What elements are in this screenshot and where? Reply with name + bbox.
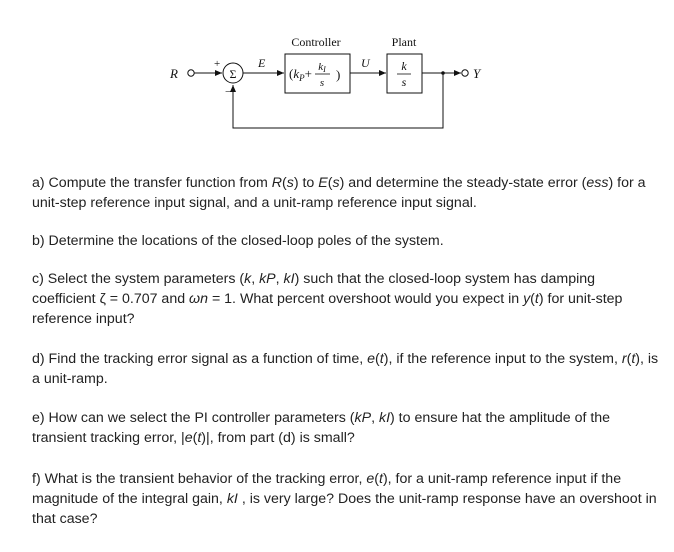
question-c: c) Select the system parameters (k, kP, kI) such that the closed-loop system has damping coefficient ζ = 0.707 and ωn = 1. What percent overshoot would you expect in y(t) for unit-step reference input?	[32, 271, 623, 327]
controller-close-paren: )	[336, 67, 341, 82]
input-label: R	[170, 66, 178, 81]
plus-sign: +	[214, 58, 221, 70]
block-diagram	[0, 0, 674, 140]
input-node	[188, 70, 194, 76]
plant-label: Plant	[391, 35, 417, 49]
question-f: f) What is the transient behavior of the tracking error, e(t), for a unit-ramp reference input if the magnitude of the integral gain, kI , is very large? Does the unit-ramp response have an overshoot in that case?	[32, 471, 657, 527]
question-e: e) How can we select the PI controller parameters (kP, kI) to ensure hat the amplitude of the transient tracking error, |e(t)|, from part (d) is small?	[32, 410, 611, 446]
controller-ki: kI	[318, 61, 326, 74]
control-label: U	[361, 56, 370, 70]
controller-label: Controller	[291, 35, 341, 49]
question-b: b) Determine the locations of the closed-loop poles of the system.	[32, 233, 444, 249]
question-d: d) Find the tracking error signal as a function of time, e(t), if the reference input to the system, r(t), is a unit-ramp.	[32, 351, 659, 387]
controller-expression: ($k_P+$	[289, 66, 312, 83]
output-label: Y	[473, 66, 481, 81]
plant-numerator: k	[401, 59, 407, 73]
output-node	[462, 70, 468, 76]
minus-sign: −	[225, 86, 232, 98]
plant-denominator: s	[401, 75, 407, 89]
controller-s: s	[319, 77, 325, 89]
question-a: a) Compute the transfer function from R(s) to E(s) and determine the steady-state error (ess) for a unit-step reference input signal, and a unit-ramp reference input signal.	[32, 175, 646, 211]
sum-symbol: Σ	[229, 67, 237, 81]
error-label: E	[258, 56, 266, 70]
